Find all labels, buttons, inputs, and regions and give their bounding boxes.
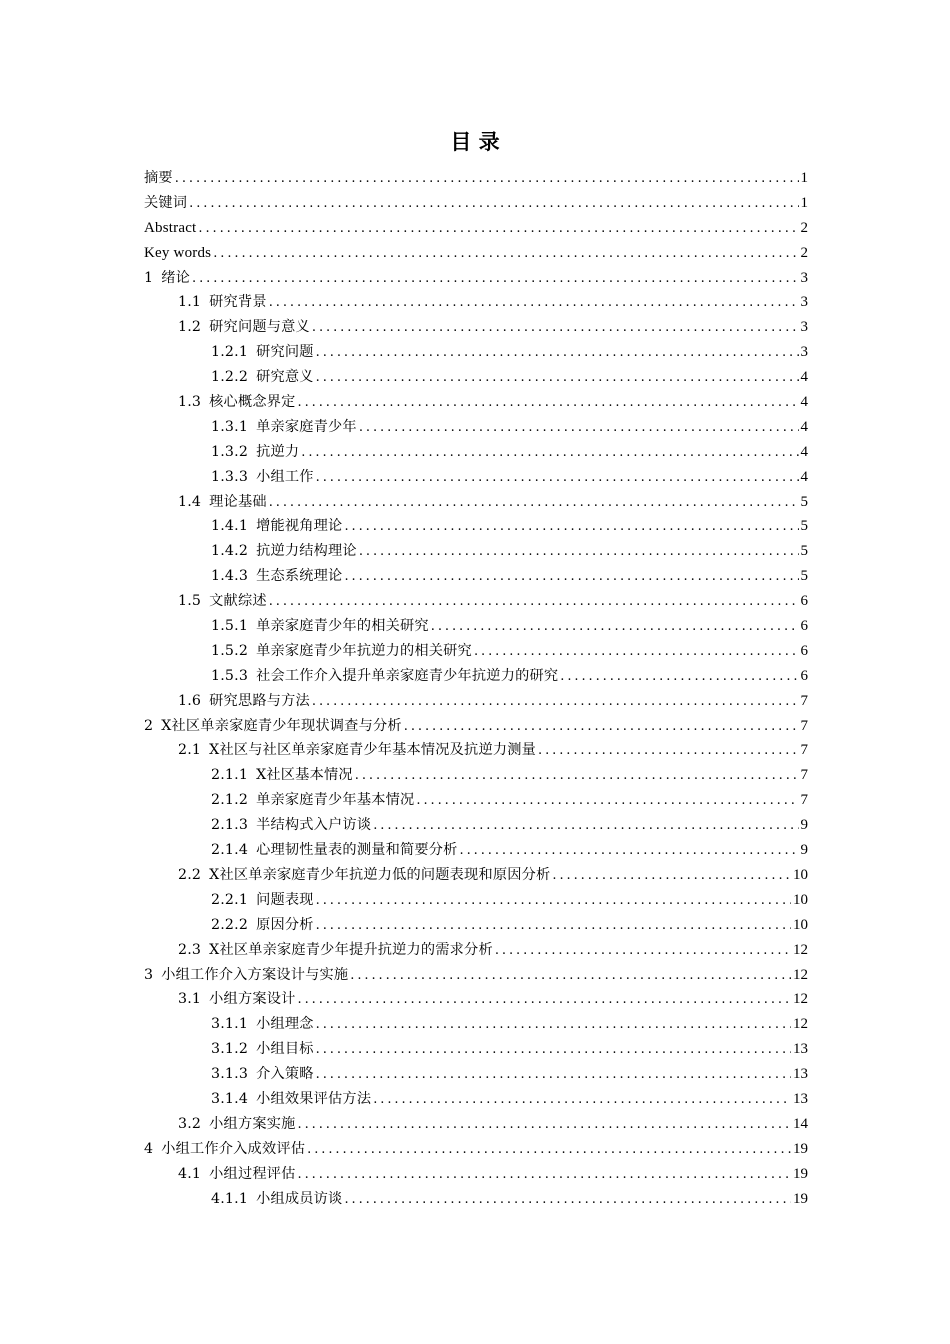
- toc-dot-leader: [344, 565, 798, 590]
- toc-entry-page-number: 7: [800, 742, 808, 759]
- toc-entry[interactable]: [144, 266, 808, 291]
- toc-entry-text: 理论基础: [209, 493, 267, 510]
- toc-entry[interactable]: [144, 440, 808, 465]
- toc-dot-leader: [355, 764, 799, 789]
- toc-entry-text: 单亲家庭青少年: [256, 418, 357, 435]
- toc-dot-leader: [344, 515, 798, 540]
- toc-entry[interactable]: [144, 1162, 808, 1187]
- toc-entry-text: 小组工作介入方案设计与实施: [161, 966, 349, 983]
- toc-entry-label: [178, 290, 267, 315]
- toc-entry-text: 心理韧性量表的测量和简要分析: [256, 842, 458, 859]
- toc-entry[interactable]: [144, 241, 808, 266]
- toc-entry-number: 2.1: [178, 742, 202, 759]
- toc-entry-label: [211, 1012, 314, 1037]
- toc-entry-page-number: 12: [793, 1016, 808, 1033]
- toc-entry[interactable]: [144, 365, 808, 390]
- toc-entry[interactable]: [144, 664, 808, 689]
- toc-dot-leader: [359, 540, 799, 565]
- toc-entry-number: 2.2: [178, 866, 202, 883]
- toc-entry-text: 小组方案设计: [209, 991, 296, 1008]
- toc-entry-text: X社区单亲家庭青少年提升抗逆力的需求分析: [209, 941, 493, 958]
- toc-entry-label: [211, 415, 357, 440]
- toc-entry[interactable]: [144, 888, 808, 913]
- toc-entry-number: 1: [144, 269, 154, 286]
- toc-entry-page-number: 13: [793, 1041, 808, 1058]
- toc-entry[interactable]: [144, 987, 808, 1012]
- toc-entry[interactable]: [144, 1112, 808, 1137]
- toc-entry-text: Abstract: [144, 219, 197, 236]
- toc-entry-label: [211, 639, 472, 664]
- toc-dot-leader: [316, 341, 799, 366]
- toc-entry-label: [178, 863, 550, 888]
- toc-entry-label: [144, 166, 173, 191]
- toc-entry-page-number: 6: [800, 593, 808, 610]
- toc-entry-text: 小组方案实施: [209, 1115, 296, 1132]
- toc-entry-label: [211, 888, 314, 913]
- toc-entry-text: 关键词: [144, 194, 188, 211]
- toc-entry-number: 3.1.3: [211, 1066, 249, 1083]
- toc-dot-leader: [175, 167, 799, 192]
- toc-entry-number: 1.3.1: [211, 418, 249, 435]
- toc-entry-page-number: 6: [800, 618, 808, 635]
- toc-entry[interactable]: [144, 490, 808, 515]
- toc-entry-label: [211, 440, 299, 465]
- toc-entry-text: 小组工作介入成效评估: [161, 1140, 306, 1157]
- toc-entry-page-number: 5: [800, 518, 808, 535]
- toc-dot-leader: [307, 1138, 791, 1163]
- toc-entry-number: 1.4.3: [211, 568, 249, 585]
- toc-entry-page-number: 6: [800, 642, 808, 659]
- toc-entry-label: [178, 938, 493, 963]
- toc-entry[interactable]: [144, 714, 808, 739]
- toc-entry-label: [211, 913, 314, 938]
- toc-entry-page-number: 3: [800, 269, 808, 286]
- toc-entry-page-number: 10: [793, 866, 808, 883]
- toc-entry-number: 2: [144, 717, 154, 734]
- toc-entry-page-number: 7: [800, 717, 808, 734]
- toc-dot-leader: [316, 1063, 791, 1088]
- toc-entry-text: 小组目标: [256, 1041, 314, 1058]
- toc-dot-leader: [269, 491, 799, 516]
- toc-entry-number: 3.2: [178, 1115, 202, 1132]
- toc-entry-label: [144, 714, 402, 739]
- toc-entry-page-number: 12: [793, 966, 808, 983]
- toc-entry-text: 生态系统理论: [256, 568, 343, 585]
- toc-dot-leader: [373, 1088, 791, 1113]
- toc-entry-number: 1.5.2: [211, 642, 249, 659]
- toc-dot-leader: [269, 590, 799, 615]
- toc-entry-label: [178, 490, 267, 515]
- toc-entry-number: 4: [144, 1140, 154, 1157]
- toc-entry-page-number: 4: [800, 394, 808, 411]
- toc-entry[interactable]: [144, 315, 808, 340]
- toc-entry-page-number: 4: [800, 443, 808, 460]
- toc-dot-leader: [301, 441, 798, 466]
- toc-entry-number: 3.1.1: [211, 1016, 249, 1033]
- toc-entry-text: 增能视角理论: [256, 518, 343, 535]
- toc-entry-number: 2.1.3: [211, 817, 249, 834]
- toc-dot-leader: [552, 864, 791, 889]
- toc-dot-leader: [538, 739, 799, 764]
- toc-entry-number: 3.1.2: [211, 1041, 249, 1058]
- toc-entry-number: 1.2.1: [211, 344, 249, 361]
- toc-entry-text: 抗逆力结构理论: [256, 543, 357, 560]
- toc-entry-page-number: 3: [800, 319, 808, 336]
- toc-entry[interactable]: [144, 539, 808, 564]
- toc-entry-label: [211, 788, 414, 813]
- page-title: 目 录: [450, 130, 500, 154]
- toc-entry[interactable]: [144, 1012, 808, 1037]
- toc-entry-page-number: 13: [793, 1090, 808, 1107]
- toc-entry[interactable]: [144, 191, 808, 216]
- toc-entry[interactable]: [144, 863, 808, 888]
- toc-entry-page-number: 7: [800, 692, 808, 709]
- toc-dot-leader: [316, 466, 799, 491]
- toc-entry[interactable]: [144, 788, 808, 813]
- toc-entry-label: [178, 315, 310, 340]
- toc-entry-text: X社区与社区单亲家庭青少年基本情况及抗逆力测量: [209, 742, 536, 759]
- toc-dot-leader: [474, 640, 799, 665]
- toc-entry-number: 2.1.1: [211, 767, 249, 784]
- toc-entry-page-number: 7: [800, 767, 808, 784]
- toc-entry-number: 2.2.2: [211, 916, 249, 933]
- toc-entry-label: [178, 689, 310, 714]
- toc-entry[interactable]: [144, 216, 808, 241]
- toc-entry-page-number: 14: [793, 1115, 808, 1132]
- toc-dot-leader: [350, 964, 791, 989]
- toc-entry-number: 1.6: [178, 692, 202, 709]
- toc-entry[interactable]: [144, 390, 808, 415]
- toc-entry-label: [211, 539, 357, 564]
- toc-entry-number: 4.1.1: [211, 1190, 249, 1207]
- toc-entry-label: [211, 664, 558, 689]
- toc-entry-number: 1.4.2: [211, 543, 249, 560]
- toc-dot-leader: [431, 615, 799, 640]
- toc-entry-label: [144, 1137, 305, 1162]
- toc-entry-text: 研究思路与方法: [209, 692, 310, 709]
- toc-entry-page-number: 1: [800, 170, 808, 186]
- toc-dot-leader: [316, 914, 791, 939]
- toc-entry-label: [178, 390, 296, 415]
- toc-entry[interactable]: [144, 738, 808, 763]
- toc-entry-label: [144, 241, 211, 266]
- toc-entry-label: [211, 465, 314, 490]
- toc-entry[interactable]: [144, 938, 808, 963]
- toc-entry-page-number: 10: [793, 891, 808, 908]
- toc-entry-label: [211, 763, 353, 788]
- toc-dot-leader: [269, 291, 799, 316]
- toc-entry[interactable]: [144, 1137, 808, 1162]
- toc-entry-page-number: 3: [800, 294, 808, 311]
- toc-entry-text: 单亲家庭青少年抗逆力的相关研究: [256, 642, 472, 659]
- toc-entry-label: [178, 1162, 296, 1187]
- toc-entry-number: 1.3: [178, 394, 202, 411]
- toc-entry-number: 3.1.4: [211, 1090, 249, 1107]
- toc-entry-label: [211, 614, 429, 639]
- toc-dot-leader: [198, 217, 798, 242]
- toc-dot-leader: [189, 192, 798, 217]
- toc-dot-leader: [298, 1113, 792, 1138]
- toc-entry[interactable]: [144, 290, 808, 315]
- toc-entry-text: X社区基本情况: [256, 767, 353, 784]
- toc-entry-label: [144, 266, 190, 291]
- toc-entry-number: 1.1: [178, 294, 202, 311]
- toc-entry-number: 2.2.1: [211, 891, 249, 908]
- toc-entry-text: 绪论: [161, 269, 191, 286]
- toc-entry-page-number: 5: [800, 493, 808, 510]
- toc-dot-leader: [316, 1013, 791, 1038]
- toc-entry-page-number: 2: [800, 244, 808, 261]
- toc-entry-page-number: 2: [800, 219, 808, 236]
- toc-entry-label: [144, 963, 348, 988]
- toc-entry-text: 问题表现: [256, 891, 314, 908]
- toc-entry-label: [178, 738, 536, 763]
- toc-entry-page-number: 13: [793, 1066, 808, 1083]
- toc-entry-text: 研究问题: [256, 344, 314, 361]
- toc-entry-label: [211, 813, 371, 838]
- toc-entry[interactable]: [144, 689, 808, 714]
- toc-entry-number: 1.2: [178, 319, 202, 336]
- toc-entry[interactable]: [144, 415, 808, 440]
- toc-entry-number: 1.5.3: [211, 667, 249, 684]
- toc-entry-page-number: 9: [800, 817, 808, 834]
- toc-dot-leader: [312, 316, 799, 341]
- toc-entry-number: 2.1.4: [211, 842, 249, 859]
- toc-entry-page-number: 19: [793, 1140, 808, 1157]
- toc-entry-text: 研究意义: [256, 369, 314, 386]
- toc-entry-text: 研究问题与意义: [209, 319, 310, 336]
- toc-entry-text: 小组效果评估方法: [256, 1090, 372, 1107]
- toc-entry-page-number: 3: [800, 344, 808, 361]
- toc-entry[interactable]: [144, 763, 808, 788]
- toc-dot-leader: [416, 789, 798, 814]
- toc-entry-text: 文献综述: [209, 593, 267, 610]
- toc-dot-leader: [298, 391, 799, 416]
- toc-entry-label: [211, 1087, 371, 1112]
- toc-entry-label: [178, 1112, 296, 1137]
- toc-entry-label: [178, 589, 267, 614]
- toc-dot-leader: [298, 988, 792, 1013]
- toc-entry-text: 核心概念界定: [209, 394, 296, 411]
- toc-dot-leader: [359, 416, 799, 441]
- toc-entry-label: [211, 340, 314, 365]
- toc-entry-number: 2.3: [178, 941, 202, 958]
- toc-entry-page-number: 4: [800, 369, 808, 386]
- toc-entry-text: 原因分析: [256, 916, 314, 933]
- toc-entry[interactable]: [144, 589, 808, 614]
- toc-entry[interactable]: [144, 564, 808, 589]
- toc-entry-number: 1.4: [178, 493, 202, 510]
- toc-entry-label: [211, 1037, 314, 1062]
- toc-dot-leader: [316, 366, 799, 391]
- toc-entry[interactable]: [144, 465, 808, 490]
- toc-entry-number: 2.1.2: [211, 792, 249, 809]
- toc-entry-text: X社区单亲家庭青少年抗逆力低的问题表现和原因分析: [209, 866, 551, 883]
- table-of-contents: [144, 166, 808, 1211]
- toc-entry-text: 社会工作介入提升单亲家庭青少年抗逆力的研究: [256, 667, 559, 684]
- toc-entry-number: 1.2.2: [211, 369, 249, 386]
- toc-dot-leader: [344, 1188, 791, 1213]
- toc-entry-number: 1.5: [178, 593, 202, 610]
- toc-entry-text: 半结构式入户访谈: [256, 817, 372, 834]
- toc-dot-leader: [560, 665, 798, 690]
- toc-entry[interactable]: [144, 838, 808, 863]
- toc-dot-leader: [192, 267, 798, 292]
- toc-entry-text: 摘要: [144, 170, 173, 186]
- toc-entry[interactable]: [144, 614, 808, 639]
- toc-entry-number: 1.5.1: [211, 618, 249, 635]
- toc-entry-text: 单亲家庭青少年基本情况: [256, 792, 415, 809]
- toc-entry-text: 小组理念: [256, 1016, 314, 1033]
- toc-dot-leader: [312, 690, 799, 715]
- toc-entry-page-number: 19: [793, 1190, 808, 1207]
- toc-entry-label: [211, 838, 458, 863]
- toc-entry-text: X社区单亲家庭青少年现状调查与分析: [161, 717, 402, 734]
- toc-entry-text: 小组过程评估: [209, 1165, 296, 1182]
- toc-entry[interactable]: [144, 1087, 808, 1112]
- toc-dot-leader: [316, 1038, 791, 1063]
- toc-entry-number: 4.1: [178, 1165, 202, 1182]
- toc-dot-leader: [373, 814, 798, 839]
- toc-entry-page-number: 5: [800, 543, 808, 560]
- toc-entry-number: 1.3.3: [211, 468, 249, 485]
- toc-entry[interactable]: [144, 963, 808, 988]
- toc-entry-number: 1.4.1: [211, 518, 249, 535]
- toc-entry[interactable]: [144, 1062, 808, 1087]
- toc-dot-leader: [495, 939, 791, 964]
- toc-entry[interactable]: [144, 913, 808, 938]
- toc-entry-page-number: 12: [793, 991, 808, 1008]
- toc-entry-page-number: 19: [793, 1165, 808, 1182]
- toc-entry-text: 抗逆力: [256, 443, 300, 460]
- toc-entry[interactable]: [144, 639, 808, 664]
- toc-entry-label: [211, 564, 342, 589]
- toc-entry[interactable]: [144, 813, 808, 838]
- toc-dot-leader: [316, 889, 791, 914]
- toc-entry-text: 研究背景: [209, 294, 267, 311]
- toc-entry-number: 1.3.2: [211, 443, 249, 460]
- toc-entry-label: [211, 1062, 314, 1087]
- toc-entry[interactable]: [144, 1037, 808, 1062]
- toc-entry-text: 小组工作: [256, 468, 314, 485]
- toc-entry[interactable]: [144, 1187, 808, 1212]
- toc-entry-text: Key words: [144, 244, 212, 261]
- toc-entry-page-number: 7: [800, 792, 808, 809]
- toc-entry-page-number: 4: [800, 468, 808, 485]
- toc-entry-number: 3: [144, 966, 154, 983]
- toc-entry-label: [178, 987, 296, 1012]
- toc-entry-page-number: 1: [800, 194, 808, 211]
- toc-entry-page-number: 10: [793, 916, 808, 933]
- toc-dot-leader: [460, 839, 799, 864]
- toc-entry-label: [211, 365, 314, 390]
- toc-dot-leader: [213, 242, 798, 267]
- toc-entry-page-number: 4: [800, 418, 808, 435]
- toc-entry[interactable]: [144, 166, 808, 191]
- toc-entry[interactable]: [144, 514, 808, 539]
- toc-entry-text: 小组成员访谈: [256, 1190, 343, 1207]
- toc-entry-number: 3.1: [178, 991, 202, 1008]
- toc-dot-leader: [404, 715, 799, 740]
- toc-dot-leader: [298, 1163, 792, 1188]
- toc-entry-label: [144, 191, 187, 216]
- toc-entry-label: [144, 216, 196, 241]
- toc-entry-text: 介入策略: [256, 1066, 314, 1083]
- toc-entry[interactable]: [144, 340, 808, 365]
- toc-entry-page-number: 12: [793, 941, 808, 958]
- toc-entry-text: 单亲家庭青少年的相关研究: [256, 618, 429, 635]
- toc-entry-page-number: 9: [800, 842, 808, 859]
- toc-entry-label: [211, 514, 342, 539]
- toc-entry-page-number: 6: [800, 667, 808, 684]
- toc-entry-page-number: 5: [800, 568, 808, 585]
- toc-entry-label: [211, 1187, 342, 1212]
